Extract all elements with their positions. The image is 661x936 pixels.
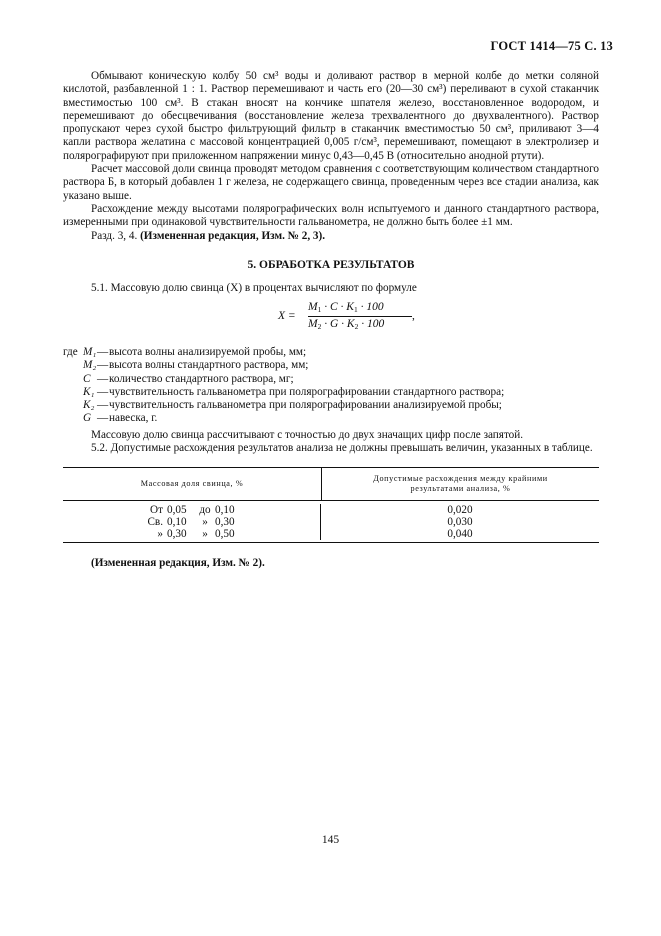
formula-lhs: X = bbox=[278, 310, 296, 322]
table-header bbox=[63, 468, 599, 501]
table-row: От 0,05 до 0,10 bbox=[150, 504, 235, 516]
section-title: 5. ОБРАБОТКА РЕЗУЛЬТАТОВ bbox=[247, 259, 415, 271]
formula-numerator: $M_1 \cdot C \cdot K_1 \cdot 100$ bbox=[308, 301, 384, 314]
table-body bbox=[63, 501, 599, 542]
table-cell-value: 0,030 bbox=[447, 516, 473, 528]
amendment-note-final: (Измененная редакция, Изм. № 2). bbox=[91, 557, 265, 569]
clause-5-2-text: 5.2. Допустимые расхождения результатов анализа не должны превышать величин, указанных в таблице. bbox=[91, 442, 593, 455]
clause-5-1 bbox=[63, 282, 599, 295]
legend-prefix: где bbox=[63, 346, 78, 358]
table-header-col1: Массовая доля свинца, % bbox=[63, 468, 322, 500]
table-col-values bbox=[321, 504, 599, 540]
paragraph-procedure: Обмывают коническую колбу 50 см³ воды и доливают раствор в мерной колбе до метки соляной кислотой, разбавленной 1 : 1. Раствор перемешивают и часть его (20—30 см³) переливают в сухой стаканчик вместимостью 100 см³. В стакан вносят на кончике шпателя железо, восстановленное водородом, и перемешивают до обесцвечивания (восстановление железа трехвалентного до двухвалентного). Раствор пропускают через сухой быстро фильтрующий фильтр в стаканчик вместимостью 50 см³, приливают 3—4 капли раствора желатина с массовой концентрацией 0,005 г/см³, перемешивают, помещают в электролизер и полярографируют при приложенном напряжении минус 0,43—0,45 В (относительно анодной ртути). bbox=[63, 70, 599, 162]
legend-row: где M₁ — высота волны анализируемой пробы, мм; bbox=[63, 346, 307, 358]
legend-row: K₁ — чувствительность гальванометра при полярографировании стандартного раствора; bbox=[83, 385, 505, 398]
page-header: ГОСТ 1414—75 С. 13 bbox=[490, 39, 613, 53]
amendment-prefix: Разд. 3, 4. bbox=[91, 229, 141, 242]
fraction-bar bbox=[308, 316, 412, 317]
paragraph-accuracy: Массовую долю свинца рассчитывают с точностью до двух значащих цифр после запятой. bbox=[91, 429, 524, 441]
formula-tail: , bbox=[412, 310, 415, 322]
tolerance-table bbox=[63, 467, 599, 543]
formula-denominator: $M_2 \cdot G \cdot K_2 \cdot 100$ bbox=[308, 318, 385, 331]
paragraph-calculation: Расчет массовой доли свинца проводят методом сравнения с соответствующим количеством стандартного раствора Б, в который добавлен 1 г железа, не содержащего свинца, проведенным через все стадии анализа, как указано выше. bbox=[63, 163, 599, 202]
method-text bbox=[63, 70, 599, 243]
table-header-col2: Допустимые расхождения между крайними результатами анализа, % bbox=[373, 474, 548, 493]
page-number: 145 bbox=[321, 834, 340, 846]
table-row: Св. 0,10 » 0,30 bbox=[147, 516, 235, 528]
legend-row: G — навеска, г. bbox=[83, 412, 158, 425]
accuracy-text bbox=[63, 429, 599, 456]
clause-5-1-text: 5.1. Массовую долю свинца (X) в процентах вычисляют по формуле bbox=[91, 282, 417, 294]
paragraph-discrepancy: Расхождение между высотами полярографических волн испытуемого и данного стандартного раствора, измеренными при одинаковой чувствительности гальванометра, не должно быть более ±1 мм. bbox=[63, 202, 599, 229]
legend-row: C — количество стандартного раствора, мг; bbox=[83, 372, 294, 385]
legend-row: K₂ — чувствительность гальванометра при полярографировании анализируемой пробы; bbox=[83, 399, 502, 412]
formula-legend bbox=[63, 346, 599, 426]
paragraph-amendment bbox=[63, 230, 599, 243]
amendment-note: (Измененная редакция, Изм. № 2, 3). bbox=[140, 229, 326, 242]
table-cell-value: 0,020 bbox=[447, 504, 473, 516]
legend-row: M₂ — высота волны стандартного раствора, мм; bbox=[83, 359, 309, 372]
table-col-ranges bbox=[63, 504, 321, 540]
table-cell-value: 0,040 bbox=[447, 528, 473, 540]
table-row: » 0,30 » 0,50 bbox=[157, 528, 235, 540]
